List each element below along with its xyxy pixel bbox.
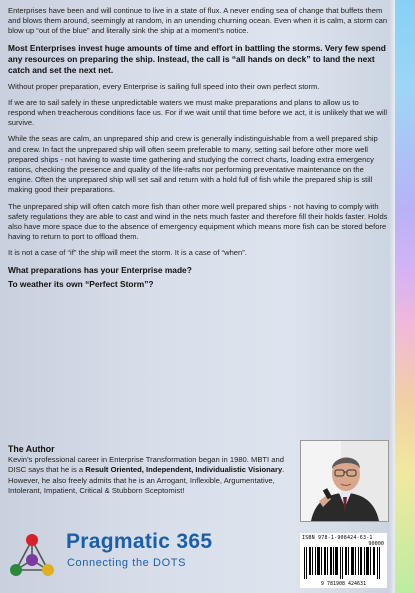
blurb-paragraph: If we are to sail safely in these unpredictable waters we must make preparations and plans to allow us to respond when treacherous conditions face us. For if we wait until that time before we act, it is unlikely that we will survive. — [8, 97, 388, 128]
blurb-emphasis: Most Enterprises invest huge amounts of time and effort in battling the storms. Very few spend any resources on preparing the ship. Instead, the call is “all hands on deck” to land the next catch and set the next net. — [8, 42, 386, 75]
author-portrait-image — [301, 441, 388, 521]
barcode-bars — [304, 547, 383, 579]
author-text: Kevin’s professional career in Enterprise Transformation began in 1980. MBTI and DISC says that he is a — [8, 455, 284, 475]
blurb-paragraph: The unprepared ship will often catch more fish than other more well prepared ships - not having to comply with safety regulations they are able to cast and wind in the nets much faster and therefore fill their holds faster. Holds also have more space due to the absence of emergency equipment which means more fish can be stored before having to return to port to offload them. — [8, 201, 388, 242]
blurb — [8, 6, 388, 293]
barcode-digits: 9 781908 424631 — [320, 581, 367, 587]
isbn-number: ISBN 978-1-908424-63-1 — [302, 535, 373, 541]
blurb-paragraph: It is not a case of “if” the ship will meet the storm. It is a case of “when”. — [8, 248, 247, 258]
question-2: To weather its own “Perfect Storm”? — [8, 278, 154, 289]
brand-name: Pragmatic 365 — [66, 530, 213, 553]
molecule-logo-icon — [4, 530, 62, 588]
author-bio — [8, 444, 298, 496]
blurb-paragraph: While the seas are calm, an unprepared ship and crew is generally indistinguishable from a well prepared ship and crew. In fact the unprepared ship will often seem preferable to many, setting sail before other more well prepared ships - not having to waste time gathering and studying the correct charts, loading extra emergency rations, checking the presence and quality of the life-rafts nor performing preventative maintenance on the engine. Often the unprepared ship will set sail and return with a hold full of fish while the prepared ship is still making good their preparations. — [8, 134, 378, 195]
blurb-paragraph: Without proper preparation, every Enterprise is sailing full speed into their own perfect storm. — [8, 81, 320, 91]
brand-tagline: Connecting the DOTS — [67, 557, 187, 569]
edge-highlight — [389, 0, 395, 593]
blurb-paragraph: Enterprises have been and will continue to live in a state of flux. A never ending sea of change that buffets them and blows them around, seemingly at random, in an unending churning ocean. Even when it is calm, a storm can blow up “out of the blue” and literally sink the ship at a moment’s notice. — [8, 6, 388, 36]
author-text-cont: . However, he also freely admits that he is an Arrogant, Inflexible, Argumentative, Intolerant, Impatient, Critical & Stubborn Sceptomist! — [8, 465, 285, 495]
spectrum-edge — [395, 0, 415, 593]
isbn-barcode — [300, 533, 387, 588]
question-1: What preparations has your Enterprise made? — [8, 264, 192, 275]
author-heading: The Author — [8, 444, 55, 454]
price-code: 90000 — [368, 541, 384, 547]
author-traits: Result Oriented, Independent, Individualistic Visionary — [85, 465, 283, 475]
author-photo — [300, 440, 389, 522]
